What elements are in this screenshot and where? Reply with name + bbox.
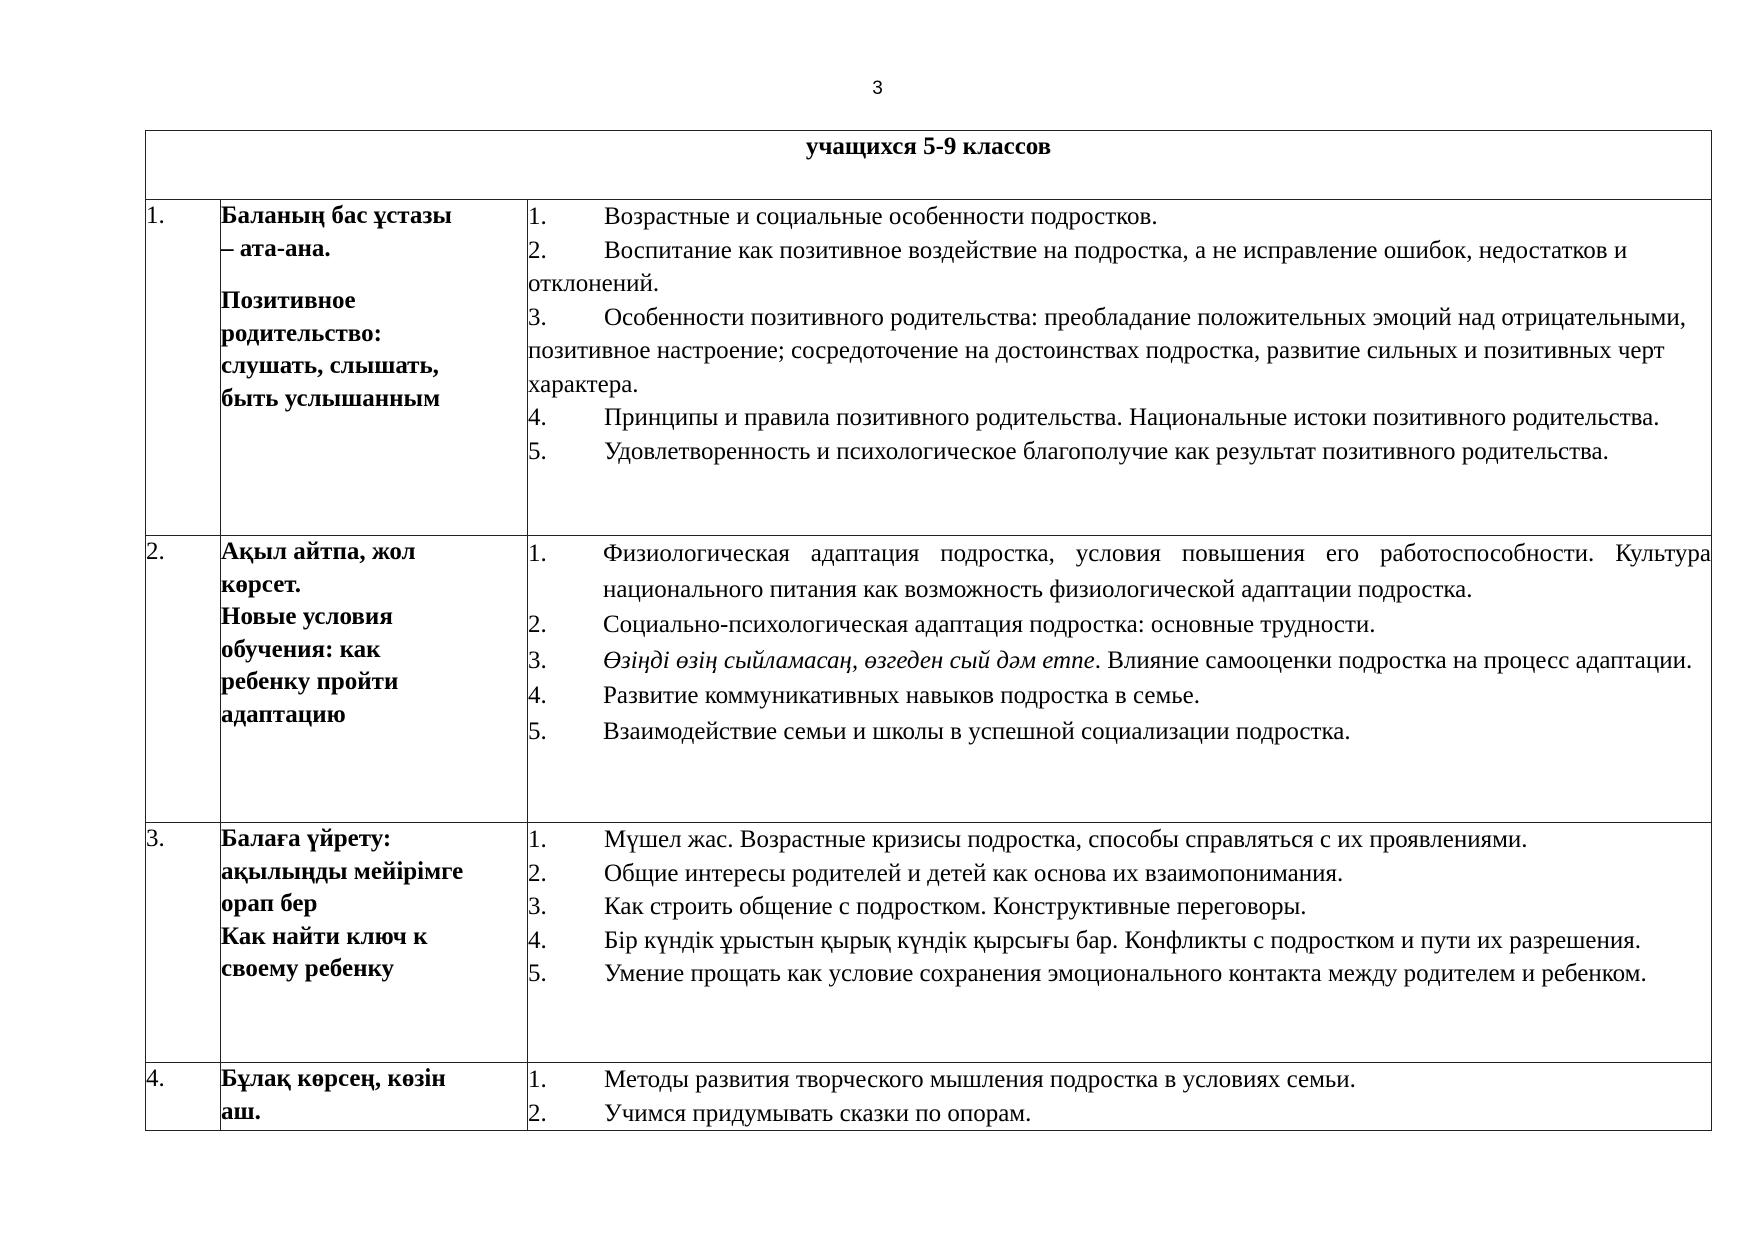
row-title — [221, 200, 528, 536]
list-item: 2. Социально-психологическая адаптация подростка: основные трудности. — [528, 611, 1376, 638]
list-item: 2. Учимся придумывать сказки по опорам. — [528, 1099, 1032, 1127]
table-header: учащихся 5-9 классов — [146, 131, 1712, 200]
title-line: – ата-ана. — [221, 234, 331, 262]
list-item: 3. Как строить общение с подростком. Конструктивные переговоры. — [528, 893, 1307, 920]
title-line: Новые условия — [221, 603, 393, 630]
list-item: 2. Общие интересы родителей и детей как основа их взаимопонимания. — [528, 859, 1344, 887]
row-number: 3. — [146, 823, 221, 1063]
subtitle-line: Позитивное — [221, 287, 356, 314]
title-line: көрсет. — [221, 570, 301, 598]
page-number: 3 — [872, 78, 883, 99]
title-line: ребенку пройти — [221, 668, 399, 695]
title-line: аш. — [221, 1097, 261, 1125]
row-number: 4. — [146, 1063, 221, 1131]
list-item: 1. Возрастные и социальные особенности подростков. — [528, 203, 1158, 230]
title-line: обучения: как — [221, 635, 381, 663]
list-item: 3. Өзіңді өзің сыйламасаң, өзгеден сый дәм етпе. Влияние самооценки подростка на процесс адаптации. — [528, 646, 1693, 674]
row-title — [221, 823, 528, 1063]
list-item: 5. Умение прощать как условие сохранения эмоционального контакта между родителем и ребенком. — [528, 960, 1647, 987]
table-row — [146, 1063, 1712, 1131]
list-item: 4. Бір күндік ұрыстын қырық күндік қырсығы бар. Конфликты с подростком и пути их разрешения. — [528, 926, 1642, 954]
title-line: своему ребенку — [221, 955, 395, 982]
list-item: 3. Особенности позитивного родительства: преобладание положительных эмоций над отрицательными, позитивное настроение; сосредоточение на достоинствах подростка, развитие сильных и позитивных черт характера. — [528, 303, 1686, 398]
row-content — [528, 1063, 1712, 1131]
row-content — [528, 200, 1712, 536]
title-line: орап бер — [221, 890, 318, 917]
list-item: 4. Принципы и правила позитивного родительства. Национальные истоки позитивного родительства. — [528, 404, 1660, 431]
table-row — [146, 823, 1712, 1063]
list-item: 5. Взаимодействие семьи и школы в успешной социализации подростка. — [528, 717, 1351, 745]
row-content — [528, 823, 1712, 1063]
title-line: Баланың бас ұстазы — [221, 202, 452, 229]
title-line: ақылыңды мейірімге — [221, 857, 464, 885]
list-item: 2. Воспитание как позитивное воздействие на подростка, а не исправление ошибок, недостатков и отклонений. — [528, 236, 1628, 297]
table-row — [146, 200, 1712, 536]
row-number: 2. — [146, 536, 221, 823]
title-line: Ақыл айтпа, жол — [221, 538, 416, 565]
row-number: 1. — [146, 200, 221, 536]
subtitle-line: быть услышанным — [221, 384, 441, 412]
title-line: Как найти ключ к — [221, 922, 428, 950]
title-line: адаптацию — [221, 700, 346, 728]
list-item: 1. Мүшел жас. Возрастные кризисы подростка, способы справляться с их проявлениями. — [528, 826, 1528, 853]
subtitle-line: слушать, слышать, — [221, 352, 439, 379]
list-item: 1. Методы развития творческого мышления подростка в условиях семьи. — [528, 1066, 1356, 1093]
subtitle-line: родительство: — [221, 319, 382, 347]
list-item: 1. Физиологическая адаптация подростка, условия повышения его работоспособности. Культура национального питания как возможность физиологической адаптации подростка. — [528, 540, 1712, 603]
list-item: 5. Удовлетворенность и психологическое благополучие как результат позитивного родительства. — [528, 437, 1609, 465]
program-table — [145, 130, 1712, 1131]
row-title — [221, 536, 528, 823]
list-item: 4. Развитие коммуникативных навыков подростка в семье. — [528, 682, 1201, 709]
row-content — [528, 536, 1712, 823]
row-title — [221, 1063, 528, 1131]
title-line: Балаға үйрету: — [221, 825, 392, 852]
title-line: Бұлақ көрсең, көзін — [221, 1065, 446, 1092]
table-header-row — [146, 131, 1712, 200]
table-row — [146, 536, 1712, 823]
